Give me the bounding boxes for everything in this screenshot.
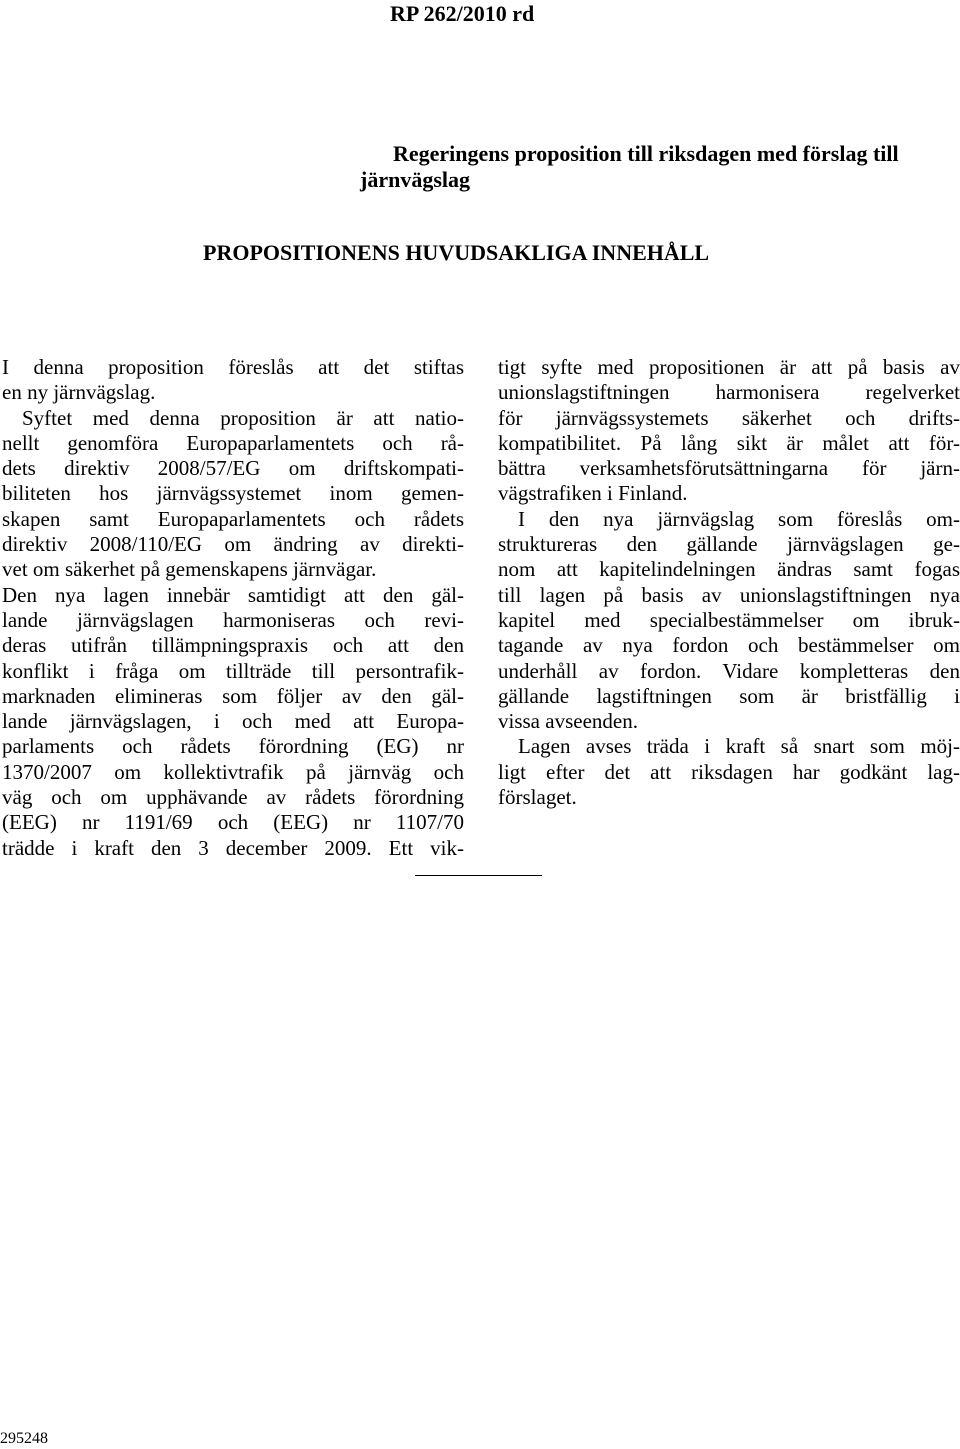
body-line: skapen samt Europaparlamentets och rådets bbox=[2, 506, 464, 531]
body-line: Lagen avses träda i kraft så snart som möj- bbox=[518, 734, 960, 759]
body-line: I den nya järnvägslag som föreslås om- bbox=[518, 506, 960, 531]
page-code: 295248 bbox=[0, 1430, 48, 1447]
body-line: vet om säkerhet på gemenskapens järnvägar. bbox=[2, 557, 377, 582]
body-line: deras utifrån tillämpningspraxis och att den bbox=[2, 633, 464, 658]
body-line: tigt syfte med propositionen är att på basis av bbox=[498, 355, 960, 379]
body-line: direktiv 2008/110/EG om ändring av direkti- bbox=[2, 532, 464, 557]
body-line: Syftet med denna proposition är att natio- bbox=[22, 405, 464, 430]
body-line: trädde i kraft den 3 december 2009. Ett vik- bbox=[2, 835, 464, 860]
body-line: 1370/2007 om kollektivtrafik på järnväg och bbox=[2, 759, 464, 784]
body-line: ligt efter det att riksdagen har godkänt lag- bbox=[498, 759, 960, 784]
body-line: vägstrafiken i Finland. bbox=[498, 481, 688, 506]
body-line: bättra verksamhetsförutsättningarna för järn- bbox=[498, 456, 960, 481]
body-line: för järnvägssystemets säkerhet och drifts- bbox=[498, 405, 960, 430]
body-line: konflikt i fråga om tillträde till persontrafik- bbox=[2, 658, 464, 683]
document-id: RP 262/2010 rd bbox=[390, 1, 535, 26]
body-line: parlaments och rådets förordning (EG) nr bbox=[2, 734, 464, 759]
proposition-title bbox=[360, 141, 960, 193]
body-line: biliteten hos järnvägssystemet inom gemen- bbox=[2, 481, 464, 506]
body-line: en ny järnvägslag. bbox=[2, 380, 156, 405]
section-heading: PROPOSITIONENS HUVUDSAKLIGA INNEHÅLL bbox=[203, 240, 710, 265]
left-column bbox=[2, 355, 464, 861]
body-line: unionslagstiftningen harmonisera regelverket bbox=[498, 380, 960, 405]
body-line: tagande av nya fordon och bestämmelser om bbox=[498, 633, 960, 658]
body-line: dets direktiv 2008/57/EG om driftskompati- bbox=[2, 456, 464, 481]
body-line: marknaden elimineras som följer av den gäl- bbox=[2, 683, 464, 708]
body-line: kompatibilitet. På lång sikt är målet att för- bbox=[498, 430, 960, 455]
body-line: underhåll av fordon. Vidare kompletteras den bbox=[498, 658, 960, 683]
body-line: Den nya lagen innebär samtidigt att den gäl- bbox=[2, 582, 464, 607]
body-line: nellt genomföra Europaparlamentets och rå- bbox=[2, 430, 464, 455]
right-column bbox=[498, 355, 960, 810]
title-line-1: Regeringens proposition till riksdagen med förslag till bbox=[393, 141, 899, 166]
body-line: gällande lagstiftningen som är bristfällig i bbox=[498, 683, 960, 708]
body-line: struktureras den gällande järnvägslagen ge- bbox=[498, 532, 960, 557]
body-line: lande järnvägslagen, i och med att Europa- bbox=[2, 709, 464, 734]
body-line: till lagen på basis av unionslagstiftningen nya bbox=[498, 582, 960, 607]
body-line: kapitel med specialbestämmelser om ibruk- bbox=[498, 607, 960, 632]
body-line: I denna proposition föreslås att det stiftas bbox=[2, 355, 464, 379]
footnote-separator-rule bbox=[415, 875, 542, 876]
body-line: lande järnvägslagen harmoniseras och revi- bbox=[2, 607, 464, 632]
body-line: nom att kapitelindelningen ändras samt fogas bbox=[498, 557, 960, 582]
body-line: (EEG) nr 1191/69 och (EEG) nr 1107/70 bbox=[2, 810, 464, 835]
body-line: väg och om upphävande av rådets förordning bbox=[2, 785, 464, 810]
body-line: vissa avseenden. bbox=[498, 709, 638, 734]
body-line: förslaget. bbox=[498, 785, 577, 810]
title-line-2: järnvägslag bbox=[360, 167, 470, 192]
